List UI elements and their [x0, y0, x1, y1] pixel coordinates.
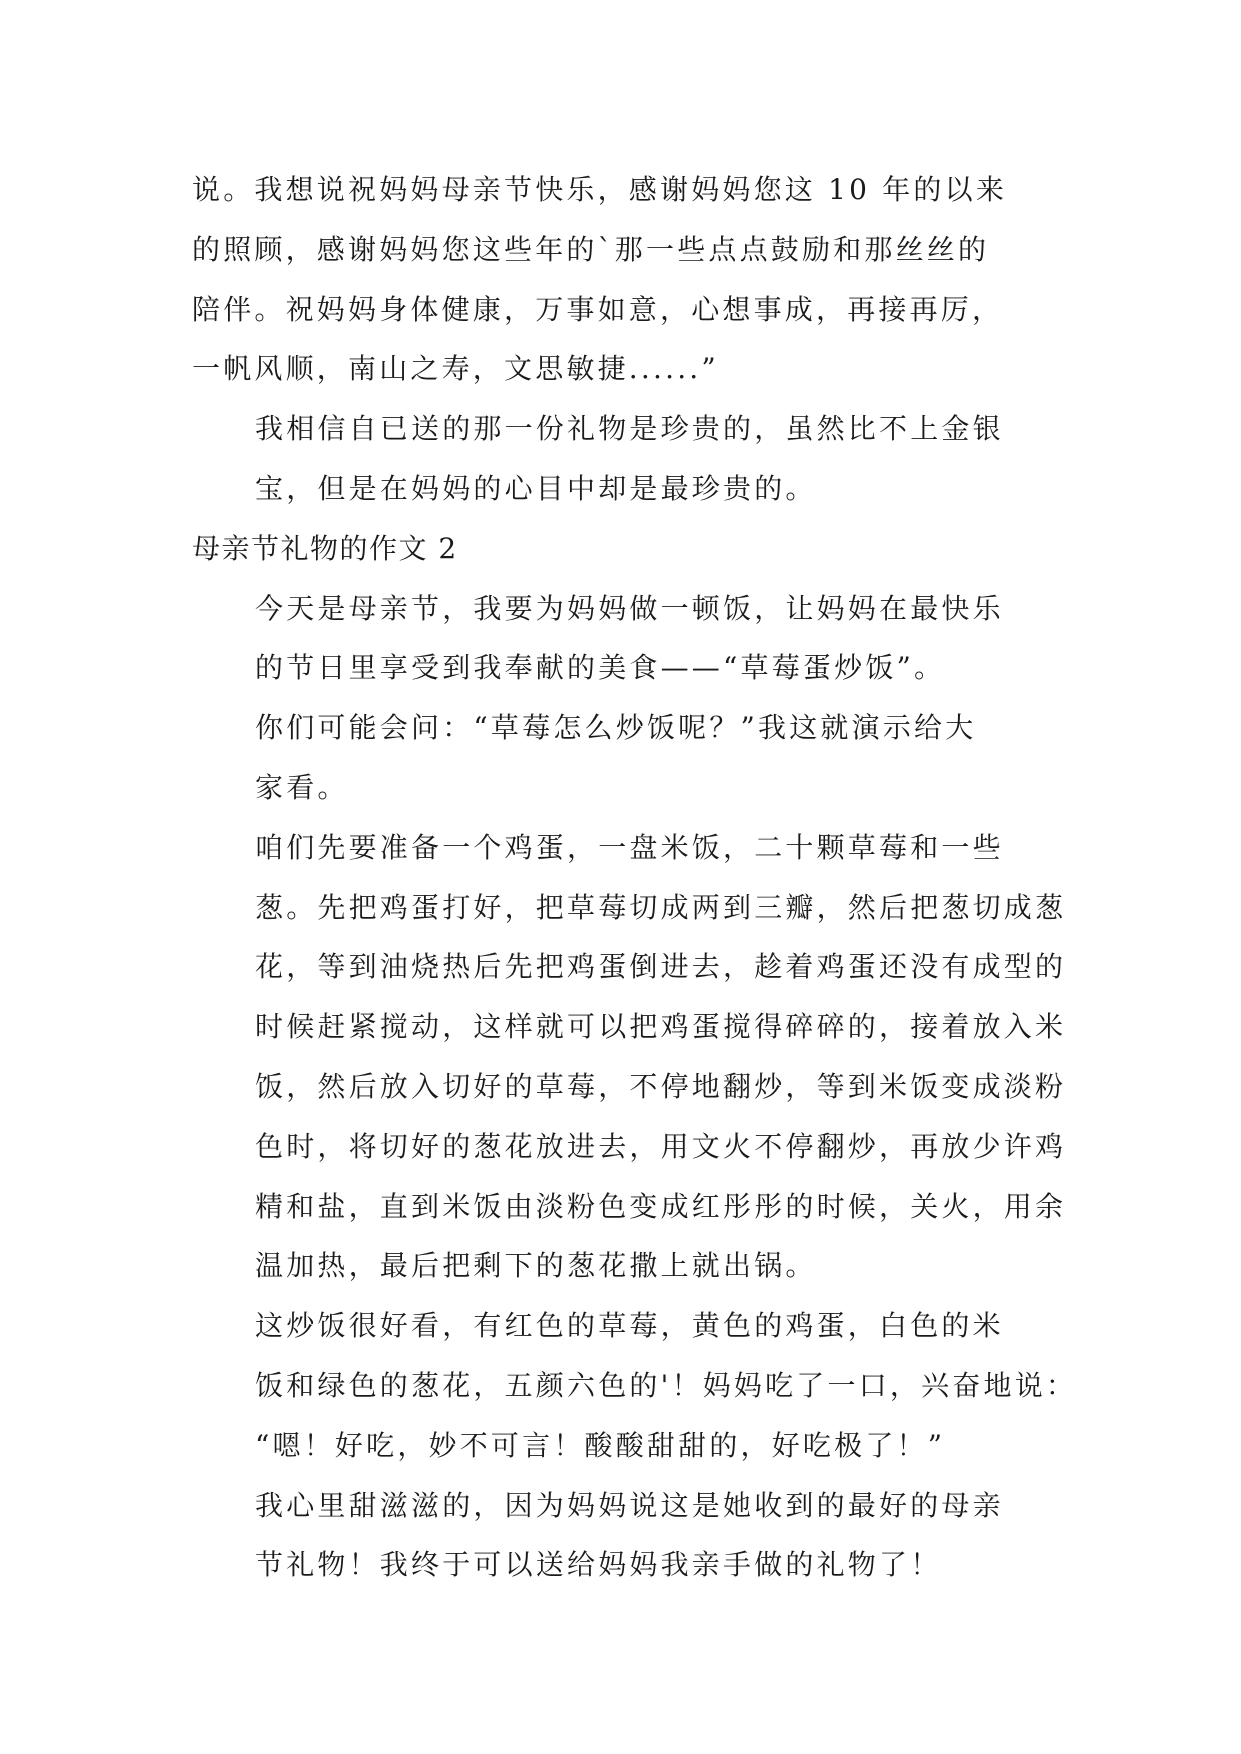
text-line: 说。我想说祝妈妈母亲节快乐，感谢妈妈您这 10 年的以来 [192, 173, 1008, 206]
text-line: 饭和绿色的葱花，五颜六色的'！妈妈吃了一口，兴奋地说： [255, 1368, 1078, 1402]
text-line: 陪伴。祝妈妈身体健康，万事如意，心想事成，再接再厉， [192, 292, 1004, 326]
paragraph [192, 818, 1067, 1296]
text-line: 宝，但是在妈妈的心目中却是最珍贵的。 [255, 471, 817, 505]
text-line: 葱。先把鸡蛋打好，把草莓切成两到三瓣，然后把葱切成葱 [255, 890, 1067, 924]
text-line: 色时，将切好的葱花放进去，用文火不停翻炒，再放少许鸡 [255, 1129, 1067, 1163]
text-line: 一帆风顺，南山之寿，文思敏捷......” [192, 352, 719, 386]
text-line: 这炒饭很好看，有红色的草莓，黄色的鸡蛋，白色的米 [255, 1309, 1004, 1343]
text-line: 精和盐，直到米饭由淡粉色变成红彤彤的时候，关火，用余 [255, 1189, 1067, 1223]
text-line: 我相信自已送的那一份礼物是珍贵的，虽然比不上金银 [255, 412, 1004, 446]
paragraph [192, 399, 1062, 519]
paragraph [192, 1296, 1078, 1475]
paragraph [192, 698, 1062, 818]
section-heading: 母亲节礼物的作文 2 [192, 531, 458, 565]
text-line: 你们可能会问：“草莓怎么炒饭呢？”我这就演示给大 [255, 711, 977, 745]
paragraph [192, 579, 1062, 699]
text-line: 的节日里享受到我奉献的美食——“草莓蛋炒饭”。 [255, 651, 946, 685]
text-line: 的照顾，感谢妈妈您这些年的`那一些点点鼓励和那丝丝的 [192, 232, 990, 266]
text-line: 咱们先要准备一个鸡蛋，一盘米饭，二十颗草莓和一些 [255, 830, 1004, 864]
text-line: 家看。 [255, 770, 349, 804]
document-body [192, 160, 1078, 1595]
text-line: 今天是母亲节，我要为妈妈做一顿饭，让妈妈在最快乐 [255, 591, 1004, 625]
paragraph [192, 160, 1062, 399]
text-line: “嗯！好吃，妙不可言！酸酸甜甜的，好吃极了！” [255, 1428, 946, 1462]
paragraph [192, 1476, 1062, 1596]
text-line: 时候赶紧搅动，这样就可以把鸡蛋搅得碎碎的，接着放入米 [255, 1010, 1067, 1044]
text-line: 花，等到油烧热后先把鸡蛋倒进去，趁着鸡蛋还没有成型的 [255, 950, 1067, 984]
text-line: 饭，然后放入切好的草莓，不停地翻炒，等到米饭变成淡粉 [255, 1069, 1067, 1103]
text-line: 我心里甜滋滋的，因为妈妈说这是她收到的最好的母亲 [255, 1488, 1004, 1522]
text-line: 温加热，最后把剩下的葱花撒上就出锅。 [255, 1249, 817, 1283]
text-line: 节礼物！我终于可以送给妈妈我亲手做的礼物了！ [255, 1548, 942, 1582]
